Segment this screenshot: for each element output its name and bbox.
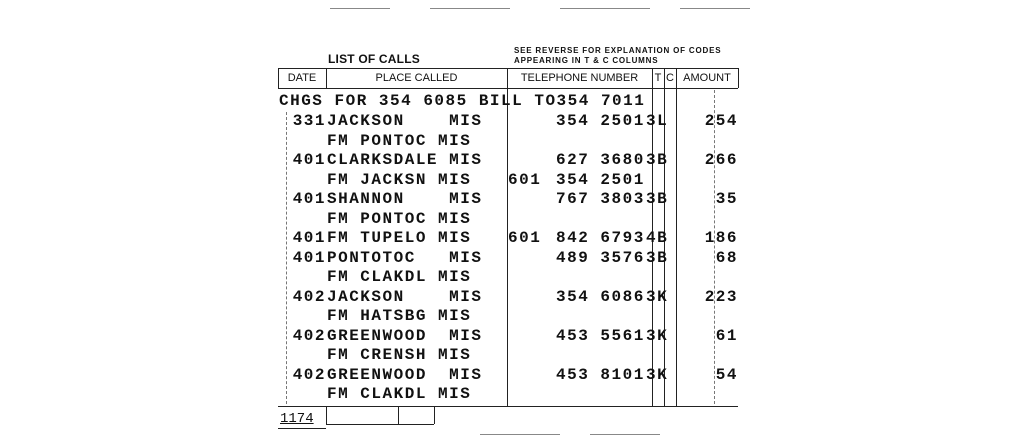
telephone-number: 489 3576 — [556, 248, 645, 267]
place-called: GREENWOOD MIS — [327, 326, 483, 345]
tc-code: 3B — [646, 248, 669, 267]
col-c: C — [666, 72, 674, 84]
call-date: 331 — [292, 112, 326, 130]
call-amount: 54 — [715, 365, 738, 384]
tc-code: 3K — [646, 287, 669, 306]
telephone-number: 453 8101 — [556, 365, 645, 384]
area-code: 601 — [508, 229, 542, 247]
call-date: 401 — [292, 151, 326, 169]
list-of-calls-title: LIST OF CALLS — [328, 52, 420, 66]
call-date: 401 — [292, 190, 326, 208]
place-called: FM CLAKDL MIS — [327, 268, 472, 286]
tc-code: 3K — [646, 365, 669, 384]
table-top-border — [278, 68, 738, 69]
place-called: FM PONTOC MIS — [327, 131, 472, 150]
tc-code: 3B — [646, 151, 669, 169]
place-called: FM JACKSN MIS — [327, 170, 472, 189]
place-called: CLARKSDALE MIS — [327, 151, 483, 169]
call-date: 402 — [292, 365, 326, 384]
footer-divider-2 — [398, 406, 399, 424]
call-amount: 254 — [704, 112, 738, 130]
place-called: FM CLAKDL MIS — [327, 385, 472, 403]
footer-box-bottom — [326, 424, 434, 425]
place-called: JACKSON MIS — [327, 287, 483, 306]
place-called: PONTOTOC MIS — [327, 248, 483, 267]
scan-artifact — [480, 434, 560, 435]
place-called: SHANNON MIS — [327, 190, 483, 208]
call-date: 401 — [292, 248, 326, 267]
place-called: FM TUPELO MIS — [327, 229, 472, 247]
call-amount: 186 — [704, 229, 738, 247]
telephone-number: 767 3803 — [556, 190, 645, 208]
place-called: JACKSON MIS — [327, 112, 483, 130]
telephone-number: 354 2501 — [556, 112, 645, 130]
codes-note-line-2: APPEARING IN T & C COLUMNS — [514, 56, 659, 65]
telephone-number: 842 6793 — [556, 229, 645, 247]
place-called: GREENWOOD MIS — [327, 365, 483, 384]
call-amount: 223 — [704, 287, 738, 306]
scan-artifact — [330, 8, 390, 9]
scan-artifact — [680, 8, 750, 9]
place-called: FM PONTOC MIS — [327, 209, 472, 228]
footer-divider-1 — [326, 406, 327, 424]
scan-artifact — [590, 434, 660, 435]
call-date: 402 — [292, 326, 326, 345]
amount-dash-guide — [714, 90, 715, 404]
codes-note-line-1: SEE REVERSE FOR EXPLANATION OF CODES — [514, 46, 722, 55]
footer-number-underline — [278, 428, 326, 429]
place-called: FM CRENSH MIS — [327, 346, 472, 364]
table-bottom-border — [278, 406, 738, 407]
telephone-number: 627 3680 — [556, 151, 645, 169]
telephone-number: 354 2501 — [556, 170, 645, 189]
tc-code: 4B — [646, 229, 669, 247]
charges-line: CHGS FOR 354 6085 BILL TO354 7011 — [279, 92, 646, 110]
call-amount: 61 — [715, 326, 738, 345]
col-date: DATE — [287, 72, 317, 84]
header-bottom-border — [278, 88, 738, 89]
footer-divider-3 — [434, 406, 435, 424]
tc-code: 3L — [646, 112, 669, 130]
place-called: FM HATSBG MIS — [327, 307, 472, 325]
col-place-called: PLACE CALLED — [375, 72, 458, 84]
codes-note — [514, 46, 721, 66]
call-amount: 35 — [715, 190, 738, 208]
tc-code: 3B — [646, 190, 669, 208]
c-col-divider — [676, 68, 677, 406]
col-t: T — [654, 72, 662, 84]
scan-artifact — [560, 8, 650, 9]
call-amount: 266 — [704, 151, 738, 169]
call-date: 402 — [292, 287, 326, 306]
col-amount: AMOUNT — [683, 72, 731, 84]
footer-number: 1174 — [280, 411, 314, 427]
table-right-border — [738, 68, 739, 88]
col-telephone-number: TELEPHONE NUMBER — [520, 72, 639, 84]
telephone-number: 453 5561 — [556, 326, 645, 345]
scan-artifact — [430, 8, 510, 9]
call-amount: 68 — [715, 248, 738, 267]
call-date: 401 — [292, 229, 326, 247]
telephone-number: 354 6086 — [556, 287, 645, 306]
tc-code: 3K — [646, 326, 669, 345]
area-code: 601 — [508, 170, 542, 189]
